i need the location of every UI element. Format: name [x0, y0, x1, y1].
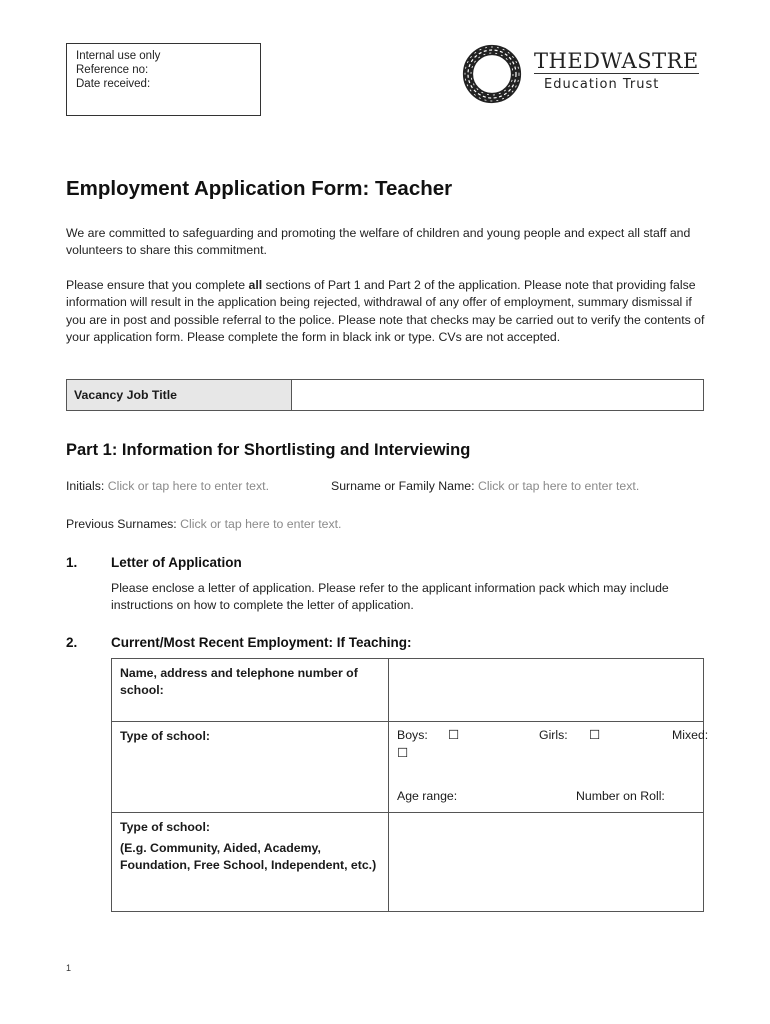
school-name-label: Name, address and telephone number of school: [112, 659, 389, 722]
celtic-knot-logo-icon [462, 44, 522, 104]
girls-label: Girls: [539, 728, 568, 742]
current-employment-table [111, 658, 709, 912]
reference-no-label: Reference no: [76, 64, 149, 76]
vacancy-job-title-label: Vacancy Job Title [67, 380, 292, 410]
school-type-label: Type of school: [112, 722, 389, 813]
intro-paragraph: We are committed to safeguarding and promoting the welfare of children and young people and expect all staff and volunteers to share this commitment. [66, 226, 691, 258]
instructions-after: sections of Part 1 and Part 2 of the application. Please note that providing false information will result in the application being rejected, withdrawal of any offer of employment, summary dismissal if you are in post and possible referral to the police. Please note that checks may be carried out to verify the contents of your application form. Please complete the form in black ink or type. CVs are not accepted. [66, 278, 705, 344]
school-type-detail-field[interactable] [389, 813, 704, 912]
initials-label: Initials: [66, 479, 105, 493]
school-type-options [389, 722, 709, 813]
internal-use-label: Internal use only [76, 50, 161, 62]
surname-row [331, 479, 639, 493]
school-type-detail-hint: (E.g. Community, Aided, Academy, Foundation, Free School, Independent, etc.) [120, 841, 377, 872]
instructions-bold: all [248, 278, 263, 292]
section2-title: Current/Most Recent Employment: If Teaching: [111, 635, 412, 650]
number-on-roll-label: Number on Roll: [576, 789, 665, 803]
vacancy-job-title-row [66, 379, 704, 411]
mixed-label: Mixed: [672, 728, 709, 742]
instructions-paragraph [66, 277, 706, 346]
table-row [112, 813, 704, 912]
age-range-label: Age range: [397, 789, 458, 803]
surname-input[interactable]: Click or tap here to enter text. [477, 479, 640, 493]
school-type-detail-label: Type of school: [120, 820, 210, 834]
section1-number: 1. [66, 555, 78, 570]
school-type-detail-cell [112, 813, 389, 912]
mixed-checkbox[interactable]: ☐ [397, 746, 409, 760]
date-received-label: Date received: [76, 78, 151, 90]
page-title: Employment Application Form: Teacher [66, 177, 453, 200]
previous-surnames-input[interactable]: Click or tap here to enter text. [180, 517, 342, 531]
previous-surnames-row [66, 517, 341, 531]
previous-surnames-label: Previous Surnames: [66, 517, 177, 531]
brand-subtitle: Education Trust [544, 77, 660, 92]
school-name-field[interactable] [389, 659, 704, 722]
surname-label: Surname or Family Name: [331, 479, 475, 493]
girls-checkbox[interactable]: ☐ [589, 728, 601, 742]
section1-title: Letter of Application [111, 555, 242, 570]
boys-checkbox[interactable]: ☐ [448, 728, 460, 742]
table-row [112, 722, 704, 813]
internal-use-box [66, 43, 261, 116]
table-row [112, 659, 704, 722]
section2-number: 2. [66, 635, 78, 650]
vacancy-job-title-field[interactable] [292, 380, 703, 410]
initials-row [66, 479, 269, 493]
instructions-before: Please ensure that you complete [66, 278, 249, 292]
section1-body: Please enclose a letter of application. Please refer to the applicant information pack which may include instructions on how to complete the letter of application. [111, 581, 669, 613]
initials-input[interactable]: Click or tap here to enter text. [107, 479, 270, 493]
boys-label: Boys: [397, 728, 428, 742]
brand-name: THEDWASTRE [534, 49, 699, 73]
part1-heading: Part 1: Information for Shortlisting and Interviewing [66, 441, 471, 459]
page-number: 1 [66, 963, 72, 973]
